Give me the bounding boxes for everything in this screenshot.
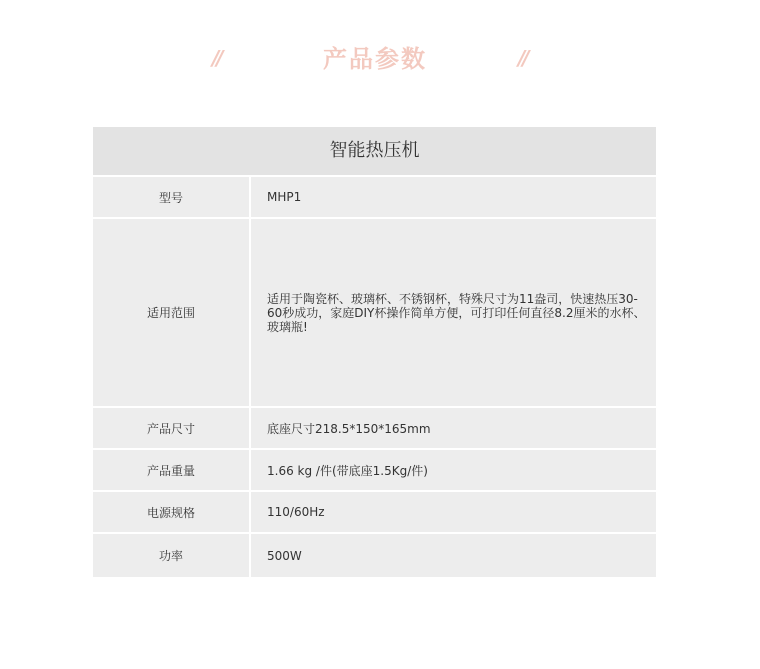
section-heading	[0, 40, 760, 80]
table-row	[93, 177, 656, 217]
table-row	[93, 450, 656, 490]
row-label-scope: 适用范围	[93, 219, 249, 406]
row-label-power-spec: 电源规格	[93, 492, 249, 532]
row-label-wattage: 功率	[93, 534, 249, 577]
row-value-model: MHP1	[251, 177, 656, 217]
left-decor-slash: //	[212, 46, 221, 70]
table-title: 智能热压机	[93, 127, 656, 175]
table-row	[93, 408, 656, 448]
row-value-scope: 适用于陶瓷杯、玻璃杯、不锈钢杯，特殊尺寸为11盎司，快速热压30-60秒成功，家庭DIY杯操作简单方便，可打印任何直径8.2厘米的水杯、玻璃瓶!	[251, 219, 656, 406]
row-value-size: 底座尺寸218.5*150*165mm	[251, 408, 656, 448]
row-value-wattage: 500W	[251, 534, 656, 577]
row-label-weight: 产品重量	[93, 450, 249, 490]
table-row	[93, 219, 656, 406]
row-value-weight: 1.66 kg /件(带底座1.5Kg/件)	[251, 450, 656, 490]
row-label-size: 产品尺寸	[93, 408, 249, 448]
spec-table	[93, 127, 656, 577]
section-title: 产品参数	[323, 45, 427, 73]
row-label-model: 型号	[93, 177, 249, 217]
right-decor-slash: //	[518, 46, 527, 70]
row-value-power-spec: 110/60Hz	[251, 492, 656, 532]
table-row	[93, 492, 656, 532]
table-row	[93, 534, 656, 577]
